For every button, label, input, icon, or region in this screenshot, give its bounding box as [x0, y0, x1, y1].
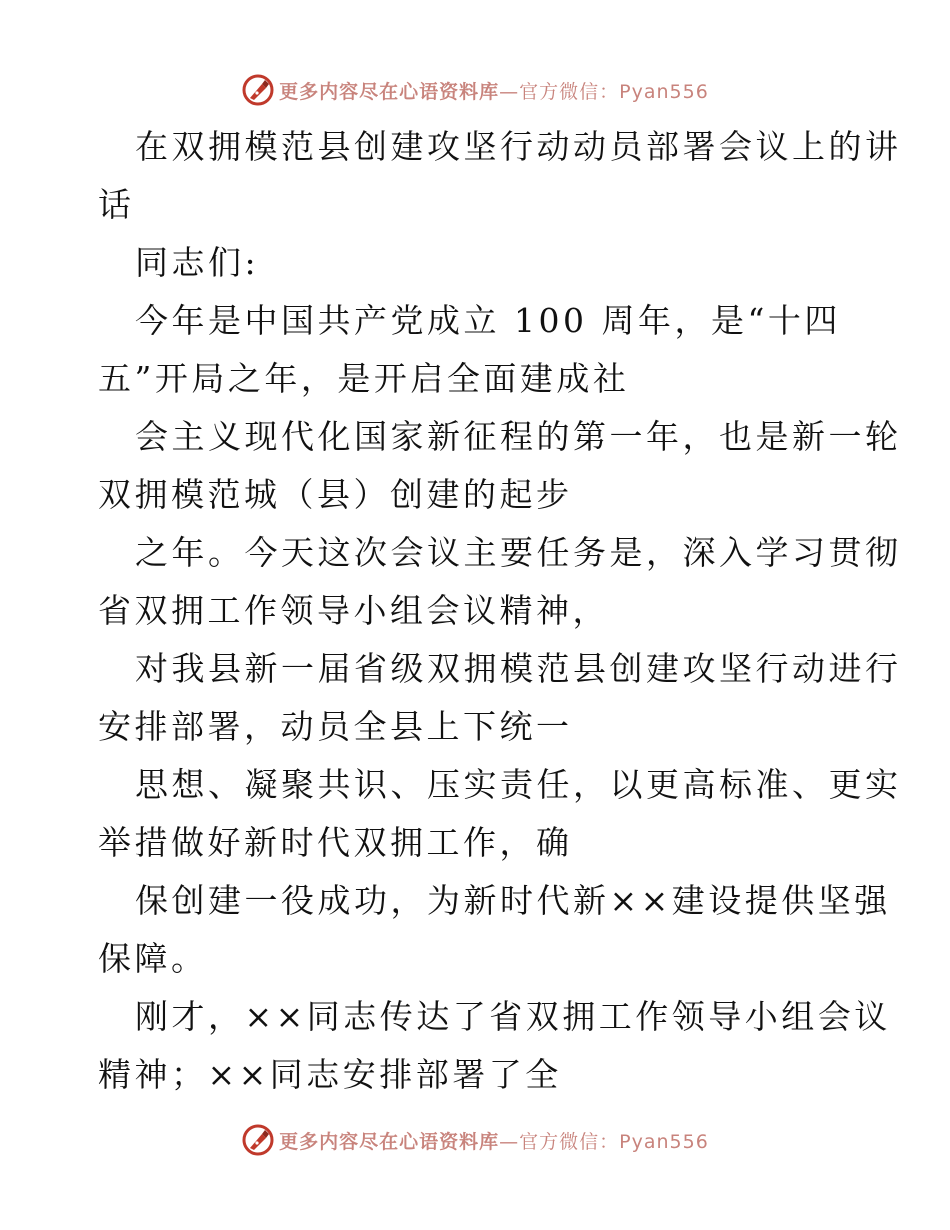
- watermark-text: 更多内容尽在心语资料库: [279, 80, 500, 103]
- text-line: 举措做好新时代双拥工作，确: [98, 823, 573, 862]
- text-line: 今年是中国共产党成立 100 周年，是“十四: [135, 301, 841, 340]
- text-line: 会主义现代化国家新征程的第一年，也是新一轮: [135, 417, 902, 456]
- text-line: 双拥模范城（县）创建的起步: [98, 475, 573, 514]
- text-line: 思想、凝聚共识、压实责任，以更高标准、更实: [135, 765, 902, 804]
- text-line: 话: [98, 185, 135, 224]
- text-line: 在双拥模范县创建攻坚行动动员部署会议上的讲: [135, 127, 902, 166]
- watermark-text: 更多内容尽在心语资料库: [279, 1130, 500, 1153]
- footer-watermark: [0, 1120, 950, 1160]
- text-line: 之年。今天这次会议主要任务是，深入学习贯彻: [135, 533, 902, 572]
- header-watermark: [0, 70, 950, 110]
- text-line: 五”开局之年，是开启全面建成社: [98, 359, 630, 398]
- text-line: 同志们:: [135, 243, 260, 282]
- text-line: 保创建一役成功，为新时代新××建设提供坚强: [135, 881, 891, 920]
- text-line: 刚才，××同志传达了省双拥工作领导小组会议: [135, 997, 891, 1036]
- watermark-subtext: —官方微信：Pyan556: [499, 80, 709, 103]
- text-line: 精神；××同志安排部署了全: [98, 1055, 562, 1094]
- text-line: 对我县新一届省级双拥模范县创建攻坚行动进行: [135, 649, 902, 688]
- pen-nib-icon: [241, 1123, 275, 1157]
- watermark-subtext: —官方微信：Pyan556: [499, 1130, 709, 1153]
- text-line: 省双拥工作领导小组会议精神，: [98, 591, 609, 630]
- text-line: 安排部署，动员全县上下统一: [98, 707, 573, 746]
- text-line: 保障。: [98, 939, 208, 978]
- document-body: [98, 118, 902, 1104]
- pen-nib-icon: [241, 73, 275, 107]
